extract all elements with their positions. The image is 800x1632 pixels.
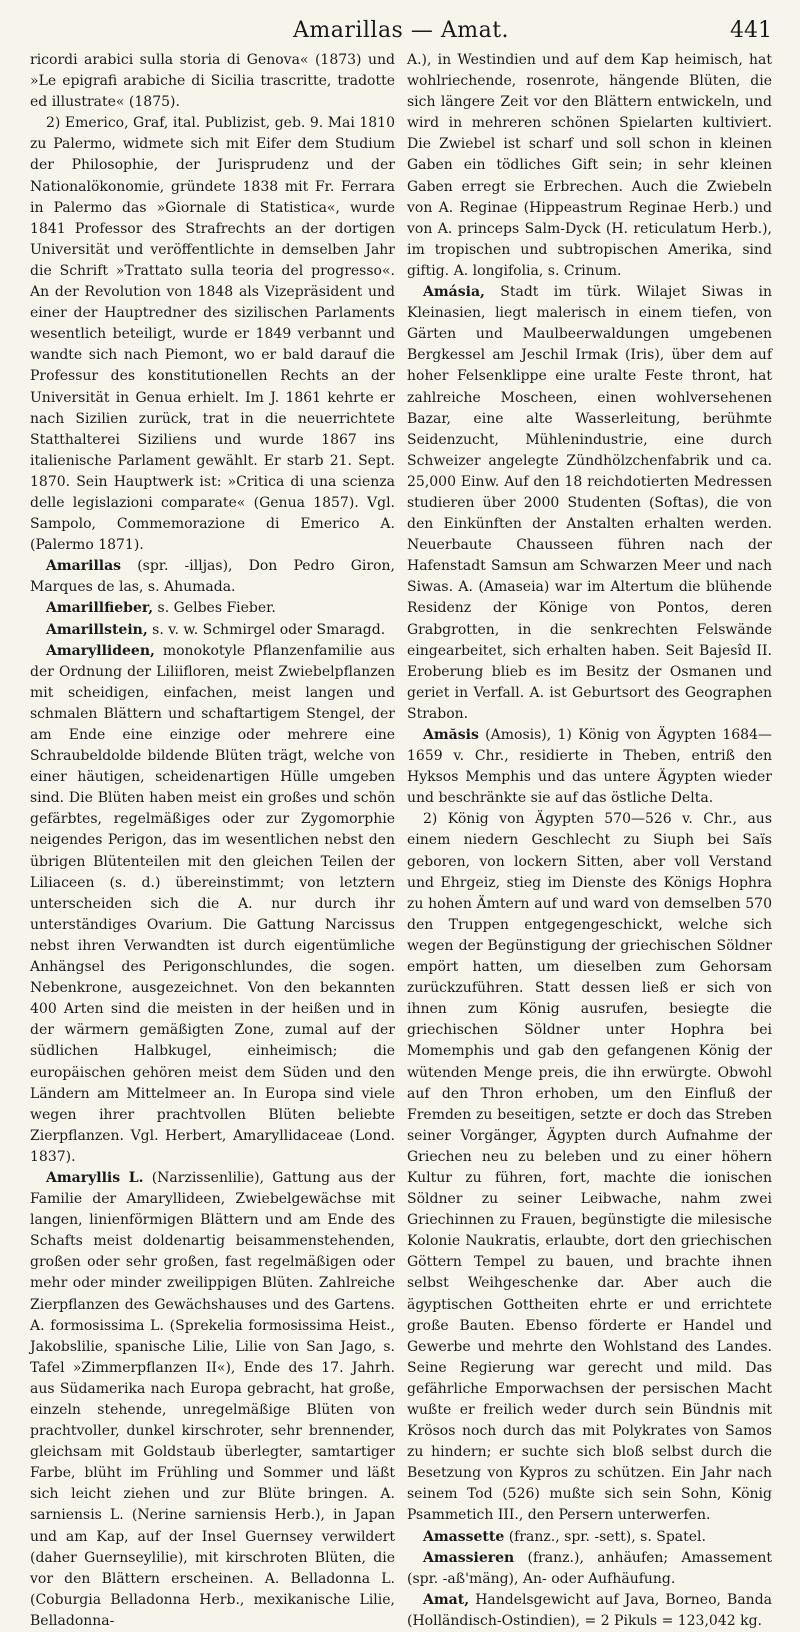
entry-paragraph bbox=[30, 598, 395, 619]
entry-lemma: Amarillfieber, bbox=[46, 600, 154, 617]
entry-text: (Amosis), 1) König von Ägypten 1684—1659 v. Chr., residierte in Theben, entriß den Hyksos Memphis und das untere Ägypten wieder und beschränkte sie auf das östliche Delta. bbox=[407, 727, 772, 807]
entry-text: (franz., spr. -sett), s. Spatel. bbox=[508, 1528, 706, 1545]
entry-text: s. v. w. Schmirgel oder Smaragd. bbox=[152, 621, 386, 638]
entry-text: ricordi arabici sulla storia di Genova« (1873) und »Le epigrafi arabiche di Sicilia trascritte, tradotte ed illustrate« (1875). bbox=[30, 52, 395, 111]
entry-text: (spr. -illjas), Don Pedro Giron, Marques de las, s. Ahumada. bbox=[30, 558, 396, 596]
entry-lemma: Amaryllis L. bbox=[46, 1169, 144, 1186]
entry-paragraph bbox=[407, 1527, 772, 1548]
entry-paragraph bbox=[30, 1168, 395, 1632]
entry-paragraph bbox=[407, 809, 772, 1526]
entry-paragraph bbox=[407, 282, 772, 725]
entry-text: (Narzissenlilie), Gattung aus der Familie der Amaryllideen, Zwiebelgewächse mit langen, linienförmigen Blättern und am Ende des Schafts meist doldenartig beisammenstehenden, großen oder sehr großen, fast regelmäßigen oder mehr oder minder zweilippigen Blüten. Zahlreiche Zierpflanzen des Gewächshauses und des Gartens. A. formosissima L. (Sprekelia formosissima Heist., Jakobslilie, spanische Lilie, Lilie von San Jago, s. Tafel »Zimmerpflanzen II«), Ende des 17. Jahrh. aus Südamerika nach Europa gebracht, hat große, einzeln stehende, unregelmäßige Blüten von prachtvoller, dunkel kirschroter, sehr brennender, gleichsam mit Goldstaub überlegter, samtartiger Farbe, blüht im Frühling und Sommer und läßt sich leicht ziehen und zur Blüte bringen. A. sarniensis L. (Nerine sarniensis Herb.), in Japan und am Kap, auf der Insel Guernsey verwildert (daher Guernseylilie), mit kirschroten Blüten, die vor den Blättern erscheinen. A. Belladonna L. (Coburgia Belladonna Herb., mexikanische Lilie, Belladonna- bbox=[30, 1169, 396, 1629]
entry-paragraph bbox=[30, 641, 395, 1168]
entry-lemma: Amaryllideen, bbox=[46, 642, 155, 659]
entry-paragraph bbox=[407, 1548, 772, 1590]
entry-paragraph bbox=[407, 1590, 772, 1632]
entry-lemma: Amásia, bbox=[423, 284, 485, 301]
entry-text: monokotyle Pflanzenfamilie aus der Ordnung der Liliifloren, meist Zwiebelpflanzen mit scheidigen, einfachen, meist langen und schmalen Blättern und schaftartigem Stengel, der am Ende eine einzige oder mehrere eine Schraubeldolde bildende Blüten trägt, welche von einer häutigen, scheidenartigen Hülle umgeben sind. Die Blüten haben meist ein großes und schön gefärbtes, regelmäßiges oder zur Zygomorphie neigendes Perigon, das im wesentlichen nebst den übrigen Blütenteilen mit den gleichen Teilen der Liliaceen (s. d.) übereinstimmt; von letztern unterscheiden sich die A. nur durch ihr unterständiges Ovarium. Die Gattung Narcissus nebst ihren Verwandten ist durch eigentümliche Anhängsel des Perigonschlundes, die sogen. Nebenkrone, ausgezeichnet. Von den bekannten 400 Arten sind die meisten in der heißen und in der wärmern gemäßigten Zone, zumal auf der südlichen Halbkugel, einheimisch; die europäischen gehören meist dem Süden und den Ländern am Mittelmeer an. In Europa sind viele wegen ihrer prachtvollen Blüten beliebte Zierpflanzen. Vgl. Herbert, Amaryllidaceae (Lond. 1837). bbox=[30, 642, 395, 1165]
entry-paragraph bbox=[30, 113, 395, 556]
entry-lemma: Amarillstein, bbox=[46, 621, 148, 638]
left-column bbox=[30, 50, 395, 1632]
entry-text: A.), in Westindien und auf dem Kap heimisch, hat wohlriechende, rosenrote, hängende Blüten, die sich längere Zeit vor den Blättern entwickeln, und wird in mehreren schönen Spielarten kultiviert. Die Zwiebel ist scharf und soll schon in kleinen Gaben ein tödliches Gift sein; in sehr kleinen Gaben erregt sie Erbrechen. Auch die Zwiebeln von A. Reginae (Hippeastrum Reginae Herb.) und von A. princeps Salm-Dyck (H. reticulatum Herb.), im tropischen und subtropischen Amerika, sind giftig. A. longifolia, s. Crinum. bbox=[407, 52, 772, 279]
entry-text: s. Gelbes Fieber. bbox=[157, 600, 276, 617]
entry-paragraph bbox=[30, 556, 395, 598]
page-number: 441 bbox=[730, 18, 772, 43]
entry-text: 2) König von Ägypten 570—526 v. Chr., aus einem niedern Geschlecht zu Siuph bei Saïs geboren, von lockern Sitten, aber voll Verstand und Ehrgeiz, stieg im Dienste des Königs Hophra zu hohen Ämtern auf und ward von demselben 570 den Truppen entgegengeschickt, welche sich wegen der Begünstigung der griechischen Söldner empört hatten, um dieselben zum Gehorsam zurückzuführen. Statt dessen ließ er sich von ihnen zum König ausrufen, besiegte die griechischen Söldner unter Hophra bei Momemphis und gab den gefangenen König der wütenden Menge preis, die ihn erwürgte. Obwohl auf den Thron erhoben, um den Einfluß der Fremden zu beseitigen, setzte er doch das Streben seiner Vorgänger, Ägypten durch Aufnahme der Griechen neu zu beleben und zu einer höhern Kultur zu führen, fort, machte die ionischen Söldner zu seiner Leibwache, nahm zwei Griechinnen zu Frauen, begünstigte die milesische Kolonie Naukratis, erlaubte, dort den griechischen Göttern Tempel zu bauen, und brachte ihnen selbst Weihgeschenke dar. Aber auch die ägyptischen Gottheiten ehrte er und errichtete große Bauten. Ebenso förderte er Handel und Gewerbe und mehrte den Wohlstand des Landes. Seine Regierung war gerecht und mild. Das gefährliche Emporwachsen der persischen Macht wußte er freilich weder durch sein Bündnis mit Krösos noch durch das mit Polykrates von Samos zu hindern; er suchte sich bloß selbst durch die Besetzung von Kypros zu schützen. Ein Jahr nach seinem Tod (526) mußte sich sein Sohn, König Psammetich III., den Persern unterwerfen. bbox=[407, 811, 772, 1524]
running-head: Amarillas — Amat. bbox=[292, 18, 510, 43]
entry-text: Handelsgewicht auf Java, Borneo, Banda (Holländisch-Ostindien), = 2 Pikuls = 123,042 kg. bbox=[407, 1591, 773, 1629]
entry-paragraph bbox=[407, 50, 772, 282]
entry-paragraph bbox=[407, 725, 772, 809]
entry-lemma: Amassette bbox=[423, 1528, 505, 1545]
right-column bbox=[407, 50, 772, 1632]
entry-paragraph bbox=[30, 50, 395, 113]
entry-paragraph bbox=[30, 620, 395, 641]
entry-lemma: Amăsis bbox=[423, 727, 479, 743]
text-columns bbox=[30, 50, 772, 1632]
entry-lemma: Amassieren bbox=[423, 1549, 515, 1566]
page-header bbox=[30, 14, 772, 50]
entry-lemma: Amat, bbox=[423, 1591, 470, 1608]
entry-text: (franz.), anhäufen; Amassement (spr. -aß'mäng), An- oder Aufhäufung. bbox=[407, 1549, 773, 1587]
entry-lemma: Amarillas bbox=[46, 558, 122, 575]
entry-text: 2) Emerico, Graf, ital. Publizist, geb. 9. Mai 1810 zu Palermo, widmete sich mit Eifer dem Studium der Philosophie, der Jurisprudenz und der Nationalökonomie, gründete 1838 mit Fr. Ferrara in Palermo das »Giornale di Statistica«, wurde 1841 Professor des Strafrechts an der dortigen Universität und veröffentlichte in demselben Jahr die Schrift »Trattato sulla teoria del progresso«. An der Revolution von 1848 als Vizepräsident und einer der Hauptredner des sizilischen Parlaments wesentlich beteiligt, wurde er 1849 verbannt und wandte sich nach Piemont, wo er bald darauf die Professur des konstitutionellen Rechts an der Universität in Genua erhielt. Im J. 1861 kehrte er nach Sizilien zurück, trat in die neuerrichtete Statthalterei Siziliens und wurde 1867 ins italienische Parlament gewählt. Er starb 21. Sept. 1870. Sein Hauptwerk ist: »Critica di una scienza delle legislazioni comparate« (Genua 1857). Vgl. Sampolo, Commemorazione di Emerico A. (Palermo 1871). bbox=[30, 115, 395, 554]
entry-text: Stadt im türk. Wilajet Siwas in Kleinasien, liegt malerisch in einem tiefen, von Gärten und Maulbeerwaldungen umgebenen Bergkessel am Jeschil Irmak (Iris), über dem auf hoher Felsenklippe eine uralte Feste thront, hat zahlreiche Moscheen, einen wohlversehenen Bazar, eine alte Wasserleitung, berühmte Seidenzucht, Mühlenindustrie, eine durch Schweizer angelegte Zündhölzchenfabrik und ca. 25,000 Einw. Auf den 18 reichdotierten Medressen studieren über 2000 Studenten (Softas), die von den Einkünften der Anstalten erhalten werden. Neuerbaute Chausseen führen nach der Hafenstadt Samsun am Schwarzen Meer und nach Siwas. A. (Amaseia) war im Altertum die blühende Residenz der Könige von Pontos, deren Grabgrotten, in die senkrechten Felswände eingearbeitet, sich erhalten haben. Seit Bajesîd II. Eroberung blieb es im Besitz der Osmanen und geriet in Verfall. A. ist Geburtsort des Geographen Strabon. bbox=[407, 284, 772, 722]
